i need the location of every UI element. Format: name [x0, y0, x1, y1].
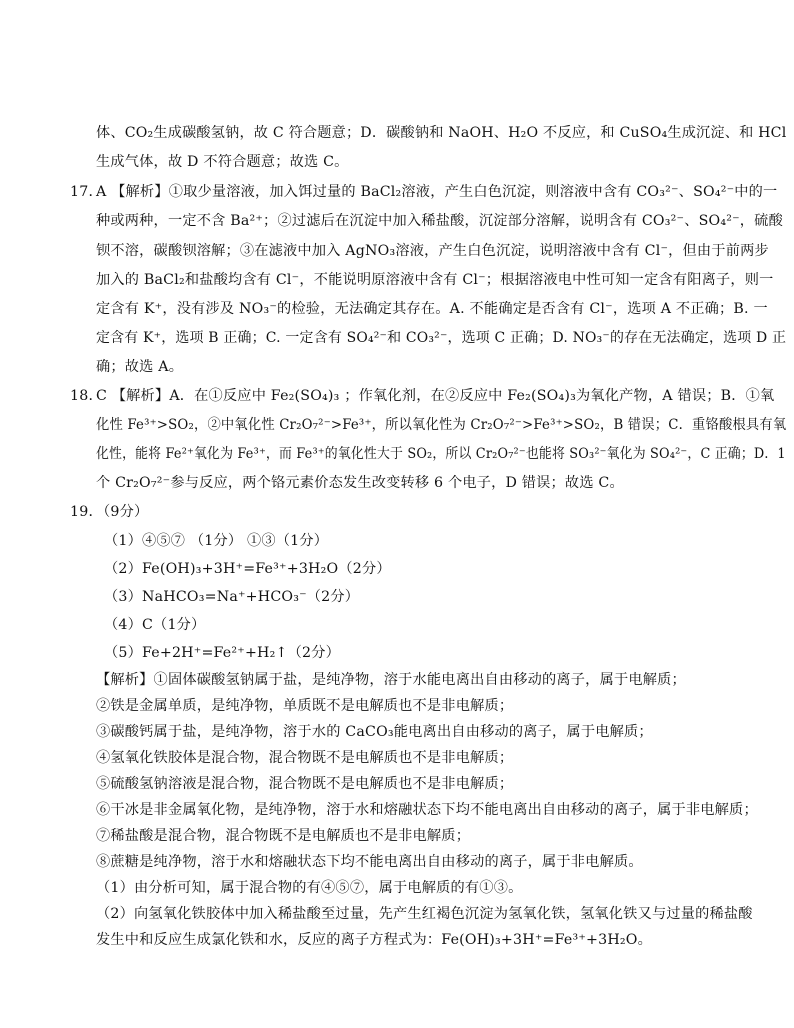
text-line: 定含有 K⁺，选项 B 正确；C. 一定含有 SO₄²⁻和 CO₃²⁻，选项 C 正确；D. NO₃⁻的存在无法确定，选项 D 正 — [96, 330, 787, 346]
answer-line: （4）C（1分） — [104, 617, 206, 633]
text-line: （9分） — [96, 504, 149, 520]
text-line: 生成气体，故 D 不符合题意；故选 C。 — [96, 154, 349, 170]
text-line: 体、CO₂生成碳酸氢钠，故 C 符合题意；D．碳酸钠和 NaOH、H₂O 不反应，和 CuSO₄生成沉淀、和 HCl — [96, 125, 787, 141]
question-18 — [70, 385, 774, 405]
question-17 — [70, 181, 777, 201]
text-line: A 【解析】①取少量溶液，加入饵过量的 BaCl₂溶液，产生白色沉淀，则溶液中含有 CO₃²⁻、SO₄²⁻中的一 — [96, 184, 778, 200]
question-number: 18． — [70, 388, 103, 404]
answer-line: （3）NaHCO₃=Na⁺+HCO₃⁻（2分） — [104, 589, 360, 605]
text-line: 确；故选 A。 — [96, 359, 184, 375]
analysis-line: ⑧蔗糖是纯净物，溶于水和熔融状态下均不能电离出自由移动的离子，属于非电解质。 — [96, 854, 643, 870]
analysis-line: ⑥干冰是非金属氧化物，是纯净物，溶于水和熔融状态下均不能电离出自由移动的离子，属于非电解质； — [96, 802, 758, 818]
question-number: 17． — [70, 184, 103, 200]
analysis-line: 发生中和反应生成氯化铁和水，反应的离子方程式为：Fe(OH)₃+3H⁺=Fe³⁺+3H₂O。 — [96, 932, 653, 948]
analysis-line: 【解析】①固体碳酸氢钠属于盐，是纯净物，溶于水能电离出自由移动的离子，属于电解质； — [96, 672, 686, 688]
text-line: 定含有 K⁺，没有涉及 NO₃⁻的检验，无法确定其存在。A. 不能确定是否含有 Cl⁻，选项 A 不正确；B. 一 — [96, 301, 768, 317]
answer-line: （5）Fe+2H⁺=Fe²⁺+H₂↑（2分） — [104, 645, 340, 661]
analysis-line: （1）由分析可知，属于混合物的有④⑤⑦，属于电解质的有①③。 — [96, 880, 523, 896]
analysis-line: ③碳酸钙属于盐，是纯净物，溶于水的 CaCO₃能电离出自由移动的离子，属于电解质； — [96, 724, 653, 740]
analysis-line: ⑦稀盐酸是混合物，混合物既不是电解质也不是非电解质； — [96, 828, 471, 844]
text-line: C 【解析】A．在①反应中 Fe₂(SO₄)₃ ；作氧化剂，在②反应中 Fe₂(SO₄)₃为氧化产物，A 错误；B．①氧 — [96, 388, 775, 404]
text-line: 化性，能将 Fe²⁺氧化为 Fe³⁺，而 Fe³⁺的氧化性大于 SO₂，所以 Cr₂O₇²⁻也能将 SO₃²⁻氧化为 SO₄²⁻，C 正确；D．1 — [96, 446, 786, 462]
text-line: 种或两种，一定不含 Ba²⁺；②过滤后在沉淀中加入稀盐酸，沉淀部分溶解，说明含有 CO₃²⁻、SO₄²⁻，硫酸 — [96, 213, 783, 229]
analysis-line: （2）向氢氧化铁胶体中加入稀盐酸至过量，先产生红褐色沉淀为氢氧化铁，氢氧化铁又与过量的稀盐酸 — [96, 906, 753, 922]
answer-line: （1）④⑤⑦ （1分） ①③（1分） — [104, 533, 329, 549]
text-line: 个 Cr₂O₇²⁻参与反应，两个铬元素价态发生改变转移 6 个电子，D 错误；故选 C。 — [96, 475, 624, 491]
analysis-line: ⑤硫酸氢钠溶液是混合物，混合物既不是电解质也不是非电解质； — [96, 776, 514, 792]
question-number: 19． — [70, 504, 103, 520]
answer-line: （2）Fe(OH)₃+3H⁺=Fe³⁺+3H₂O（2分） — [104, 561, 391, 577]
text-line: 加入的 BaCl₂和盐酸均含有 Cl⁻，不能说明原溶液中含有 Cl⁻；根据溶液电中性可知一定含有阳离子，则一 — [96, 272, 774, 288]
analysis-line: ④氢氧化铁胶体是混合物，混合物既不是电解质也不是非电解质； — [96, 750, 514, 766]
analysis-line: ②铁是金属单质，是纯净物，单质既不是电解质也不是非电解质； — [96, 698, 514, 714]
text-line: 化性 Fe³⁺>SO₂，②中氧化性 Cr₂O₇²⁻>Fe³⁺，所以氧化性为 Cr₂O₇²⁻>Fe³⁺>SO₂，B 错误；C．重铬酸根具有氧 — [96, 417, 787, 433]
question-19 — [70, 501, 148, 521]
text-line: 钡不溶，碳酸钡溶解；③在滤液中加入 AgNO₃溶液，产生白色沉淀，说明溶液中含有 Cl⁻，但由于前两步 — [96, 243, 769, 259]
